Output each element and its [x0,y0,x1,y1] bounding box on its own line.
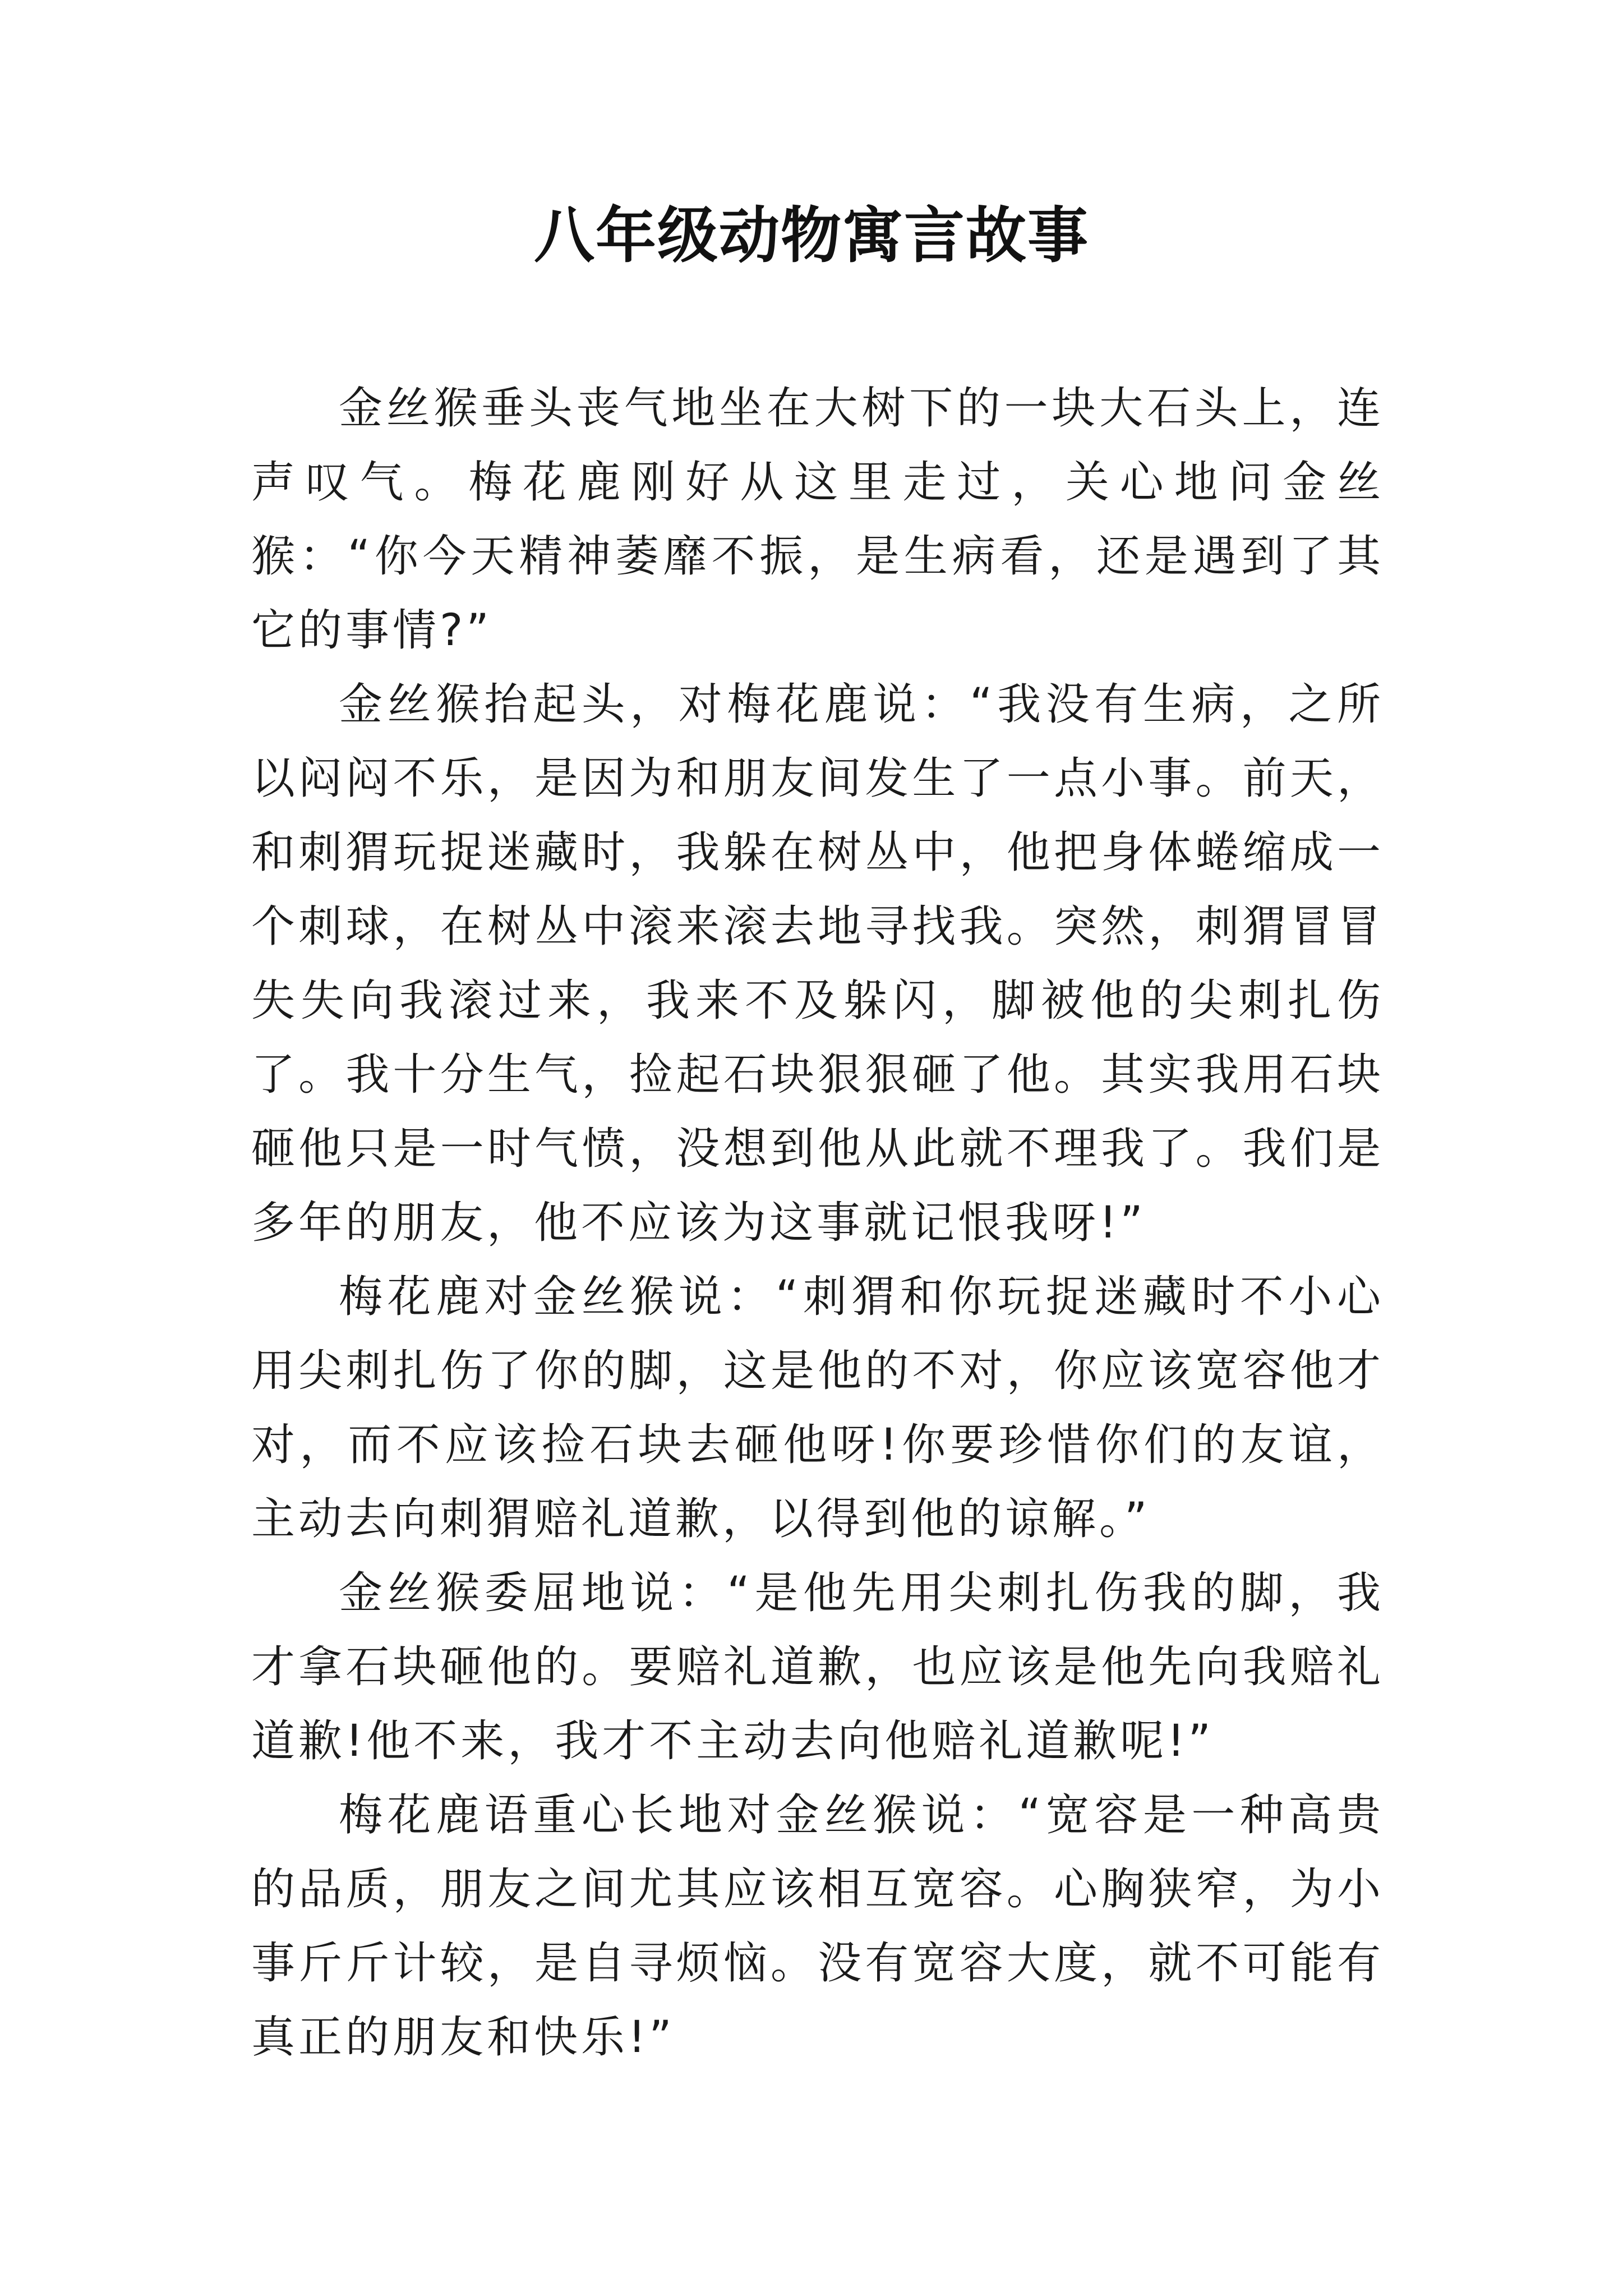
paragraph-4: 金丝猴委屈地说：“是他先用尖刺扎伤我的脚，我才拿石块砸他的。要赔礼道歉，也应该是他先向我赔礼道歉!他不来，我才不主动去向他赔礼道歉呢!” [251,1568,1384,1766]
paragraph-1: 金丝猴垂头丧气地坐在大树下的一块大石头上，连声叹气。梅花鹿刚好从这里走过，关心地问金丝猴：“你今天精神萎靡不振，是生病看，还是遇到了其它的事情?” [251,383,1384,656]
paragraph-3: 梅花鹿对金丝猴说：“刺猬和你玩捉迷藏时不小心用尖刺扎伤了你的脚，这是他的不对，你应该宽容他才对，而不应该捡石块去砸他呀!你要珍惜你们的友谊，主动去向刺猬赔礼道歉，以得到他的谅解。” [251,1272,1384,1544]
document-title: 八年级动物寓言故事 [533,200,1089,271]
document-body [251,371,1384,2074]
paragraph-5: 梅花鹿语重心长地对金丝猴说：“宽容是一种高贵的品质，朋友之间尤其应该相互宽容。心胸狭窄，为小事斤斤计较，是自寻烦恼。没有宽容大度，就不可能有真正的朋友和快乐!” [251,1790,1384,2063]
paragraph-2: 金丝猴抬起头，对梅花鹿说：“我没有生病，之所以闷闷不乐，是因为和朋友间发生了一点小事。前天，和刺猬玩捉迷藏时，我躲在树丛中，他把身体蜷缩成一个刺球，在树丛中滚来滚去地寻找我。突然，刺猬冒冒失失向我滚过来，我来不及躲闪，脚被他的尖刺扎伤了。我十分生气，捡起石块狠狠砸了他。其实我用石块砸他只是一时气愤，没想到他从此就不理我了。我们是多年的朋友，他不应该为这事就记恨我呀!” [251,679,1384,1248]
